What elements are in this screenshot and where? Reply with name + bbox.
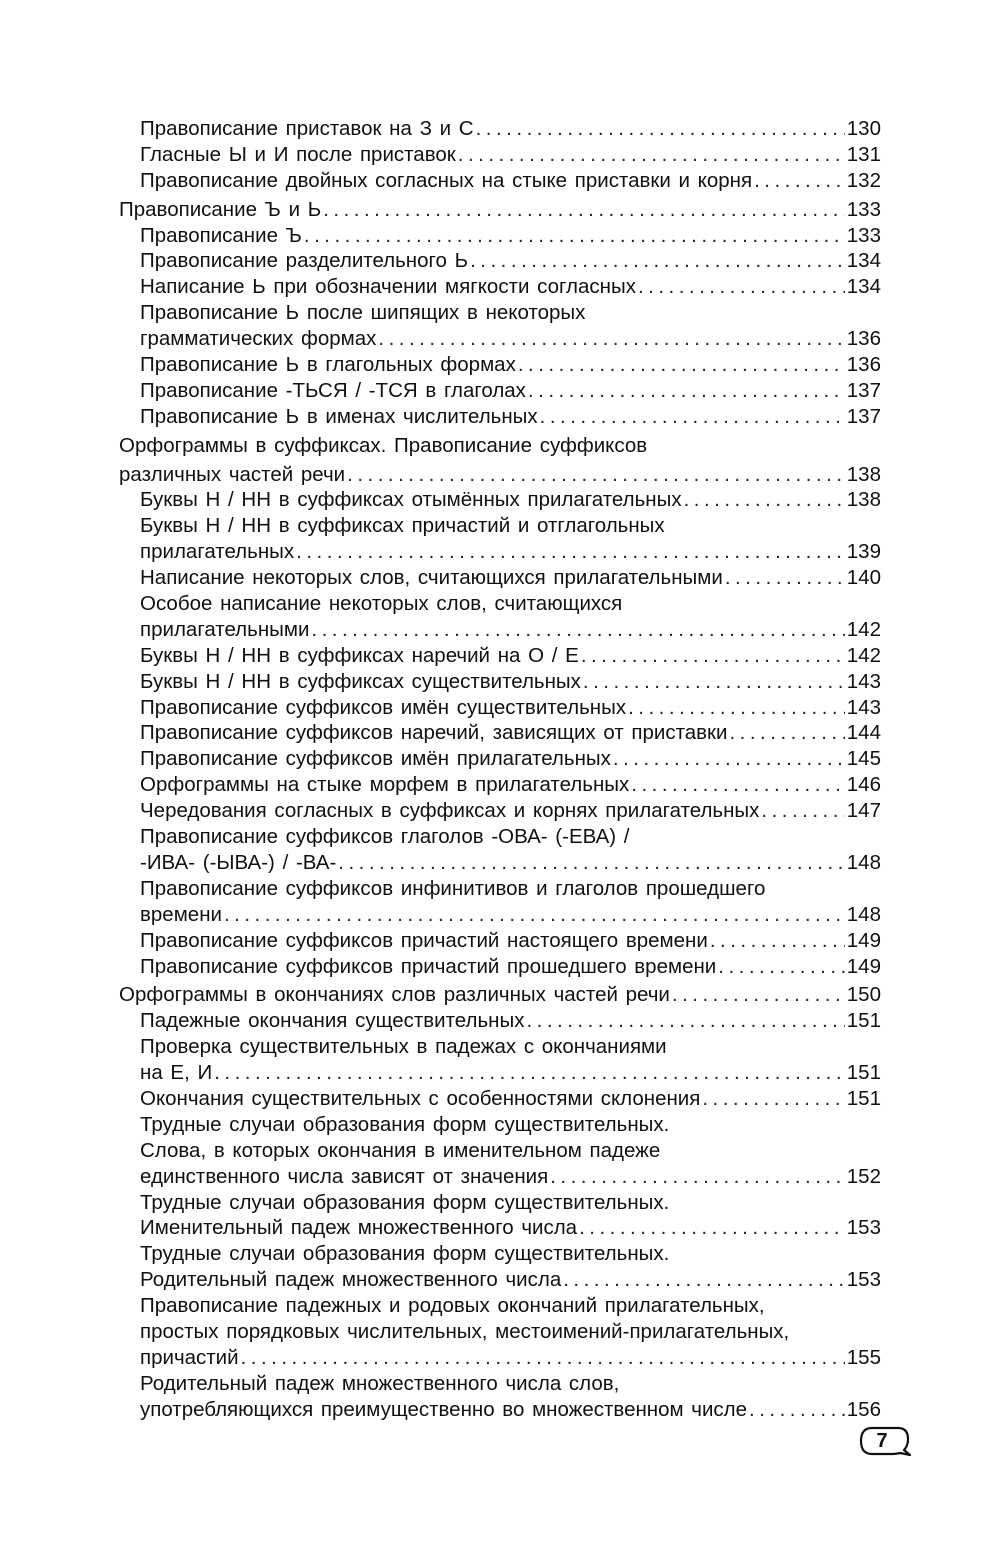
toc-subsection-row: [140, 352, 881, 378]
toc-entry-title: Правописание Ъ и Ь: [119, 197, 322, 221]
toc-subsection-row: [140, 617, 881, 643]
toc-entry-title: Правописание Ь после шипящих в некоторых: [140, 301, 586, 325]
toc-page-number: 140: [846, 566, 881, 590]
dot-leader: [526, 1008, 844, 1034]
toc-page-number: 149: [846, 928, 881, 952]
toc-page-number: 143: [846, 669, 881, 693]
toc-subsection-row: [140, 1397, 881, 1423]
dot-leader: [470, 248, 845, 274]
toc-subsection-row: [140, 1241, 881, 1267]
toc-subsection-row: [140, 695, 881, 721]
toc-page-number: 149: [846, 954, 881, 978]
toc-page-number: 143: [846, 695, 881, 719]
toc-entry-title: Чередования согласных в суффиксах и корнях прилагательных: [140, 799, 760, 823]
toc-subsection-row: [140, 1138, 881, 1164]
toc-page-number: 137: [846, 404, 881, 428]
toc-page-number: 153: [846, 1216, 881, 1240]
toc-page-number: 147: [846, 799, 881, 823]
toc-entry-title: различных частей речи: [119, 462, 346, 486]
toc-subsection-row: [140, 876, 881, 902]
toc-subsection-row: [140, 1371, 881, 1397]
toc-subsection-row: [140, 643, 881, 669]
page-number: 7: [876, 1430, 888, 1452]
toc-subsection-row: [140, 223, 881, 249]
toc-page-number: 136: [846, 327, 881, 351]
toc-subsection-row: [140, 1215, 881, 1241]
toc-subsection-row: [140, 746, 881, 772]
toc-page-number: 148: [846, 902, 881, 926]
toc-subsection-row: [140, 1319, 881, 1345]
dot-leader: [613, 746, 845, 772]
toc-subsection-row: [140, 954, 881, 980]
dot-leader: [224, 902, 845, 928]
toc-entry-title: Правописание Ъ: [140, 223, 302, 247]
dot-leader: [631, 772, 845, 798]
toc-subsection-row: [140, 798, 881, 824]
toc-subsection-row: [140, 1164, 881, 1190]
toc-entry-title: Родительный падеж множественного числа слов,: [140, 1371, 620, 1395]
toc-page-number: 136: [846, 353, 881, 377]
toc-entry-title: Написание Ь при обозначении мягкости согласных: [140, 275, 636, 299]
toc-subsection-row: [140, 928, 881, 954]
toc-subsection-row: [140, 168, 881, 194]
toc-entry-title: простых порядковых числительных, местоимений-прилагательных,: [140, 1319, 790, 1343]
toc-entry-title: Правописание разделительного Ь: [140, 249, 469, 273]
toc-subsection-row: [140, 850, 881, 876]
toc-entry-title: Орфограммы в суффиксах. Правописание суффиксов: [119, 433, 648, 457]
toc-entry-title: Родительный падеж множественного числа: [140, 1268, 562, 1292]
toc-entry-title: Правописание суффиксов имён существительных: [140, 695, 627, 719]
dot-leader: [528, 378, 845, 404]
toc-section-row: [119, 197, 881, 223]
toc-entry-title: Именительный падеж множественного числа: [140, 1216, 578, 1240]
dot-leader: [754, 168, 845, 194]
dot-leader: [458, 142, 845, 168]
toc-subsection-row: [140, 565, 881, 591]
dot-leader: [628, 695, 845, 721]
toc-page-number: 151: [846, 1061, 881, 1085]
toc-entry-title: Падежные окончания существительных: [140, 1009, 525, 1033]
dot-leader: [761, 798, 844, 824]
toc-entry-title: Правописание суффиксов имён прилагательных: [140, 747, 611, 771]
dot-leader: [338, 850, 845, 876]
toc-subsection-row: [140, 824, 881, 850]
toc-entry-title: Буквы Н / НН в суффиксах отымённых прилагательных: [140, 488, 682, 512]
toc-entry-title: Правописание Ь в именах числительных: [140, 404, 538, 428]
toc-page-number: 139: [846, 540, 881, 564]
toc-entry-title: Правописание приставок на З и С: [140, 117, 474, 140]
toc-entry-title: Орфограммы на стыке морфем в прилагательных: [140, 773, 630, 797]
toc-page-number: 133: [846, 197, 881, 221]
dot-leader: [518, 352, 845, 378]
toc-subsection-row: [140, 300, 881, 326]
dot-leader: [583, 669, 845, 695]
toc-entry-title: Окончания существительных с особенностями склонения: [140, 1086, 701, 1110]
dot-leader: [241, 1345, 845, 1371]
toc-subsection-row: [140, 1190, 881, 1216]
toc-subsection-row: [140, 1008, 881, 1034]
toc-entry-title: Буквы Н / НН в суффиксах существительных: [140, 669, 581, 693]
dot-leader: [304, 223, 845, 249]
toc-subsection-row: [140, 1060, 881, 1086]
toc-section-row: [119, 462, 881, 488]
toc-entry-title: Слова, в которых окончания в именительном падеже: [140, 1138, 661, 1162]
dot-leader: [702, 1086, 844, 1112]
toc-entry-title: грамматических формах: [140, 327, 377, 351]
toc-entry-title: Буквы Н / НН в суффиксах причастий и отглагольных: [140, 514, 665, 538]
toc-subsection-row: [140, 248, 881, 274]
dot-leader: [579, 1215, 845, 1241]
dot-leader: [638, 274, 845, 300]
dot-leader: [347, 462, 845, 488]
dot-leader: [729, 720, 844, 746]
toc-entry-title: на Е, И: [140, 1061, 213, 1085]
toc-entry-title: Буквы Н / НН в суффиксах наречий на О / Е: [140, 643, 579, 667]
toc-entry-title: причастий: [140, 1345, 239, 1369]
toc-page-number: 138: [846, 488, 881, 512]
toc-page-number: 130: [846, 117, 881, 140]
toc-subsection-row: [140, 378, 881, 404]
toc-page-number: 156: [846, 1397, 881, 1421]
toc-subsection-row: [140, 1267, 881, 1293]
toc-subsection-row: [140, 1034, 881, 1060]
toc-entry-title: Орфограммы в окончаниях слов различных частей речи: [119, 983, 670, 1007]
toc-page-number: 155: [846, 1345, 881, 1369]
dot-leader: [311, 617, 844, 643]
toc-entry-title: времени: [140, 902, 222, 926]
toc-entry-title: Трудные случаи образования форм существительных.: [140, 1190, 670, 1214]
toc-page-number: 146: [846, 773, 881, 797]
toc-subsection-row: [140, 274, 881, 300]
toc-section-row: [119, 982, 881, 1008]
toc-subsection-row: [140, 1086, 881, 1112]
toc-subsection-row: [140, 772, 881, 798]
toc-subsection-row: [140, 142, 881, 168]
dot-leader: [323, 197, 845, 223]
toc-entry-title: единственного числа зависят от значения: [140, 1164, 549, 1188]
toc-subsection-row: [140, 116, 881, 142]
toc-entry-title: Правописание падежных и родовых окончаний прилагательных,: [140, 1294, 765, 1318]
toc-page-number: 134: [846, 275, 881, 299]
toc-entry-title: Правописание -ТЬСЯ / -ТСЯ в глаголах: [140, 378, 526, 402]
toc-subsection-row: [140, 1293, 881, 1319]
toc-entry-title: Правописание суффиксов причастий настоящего времени: [140, 928, 708, 952]
toc-page-number: 148: [846, 850, 881, 874]
dot-leader: [476, 116, 845, 142]
toc-page-number: 153: [846, 1268, 881, 1292]
toc-page-number: 138: [846, 462, 881, 486]
toc-entry-title: Правописание суффиксов причастий прошедшего времени: [140, 954, 717, 978]
toc-subsection-row: [140, 513, 881, 539]
toc-page-number: 134: [846, 249, 881, 273]
toc-subsection-row: [140, 591, 881, 617]
toc-subsection-row: [140, 669, 881, 695]
toc-entry-title: Правописание суффиксов глаголов -ОВА- (-ЕВА) /: [140, 825, 630, 849]
dot-leader: [672, 982, 845, 1008]
toc-subsection-row: [140, 487, 881, 513]
dot-leader: [214, 1060, 845, 1086]
toc-entry-title: Правописание суффиксов наречий, зависящих от приставки: [140, 721, 728, 745]
toc-page-number: 151: [846, 1009, 881, 1033]
dot-leader: [710, 928, 845, 954]
toc-page-number: 152: [846, 1164, 881, 1188]
toc-page-number: 131: [846, 142, 881, 166]
dot-leader: [581, 643, 845, 669]
dot-leader: [725, 565, 845, 591]
toc-page-number: 150: [846, 983, 881, 1007]
dot-leader: [718, 954, 845, 980]
toc-subsection-row: [140, 720, 881, 746]
toc-entry-title: Правописание суффиксов инфинитивов и глаголов прошедшего: [140, 876, 766, 900]
toc-entry-title: прилагательных: [140, 540, 295, 564]
toc-subsection-row: [140, 1345, 881, 1371]
toc-page-number: 137: [846, 378, 881, 402]
toc-page-number: 145: [846, 747, 881, 771]
dot-leader: [563, 1267, 845, 1293]
toc-page-number: 144: [846, 721, 881, 745]
toc-entry-title: Проверка существительных в падежах с окончаниями: [140, 1035, 667, 1059]
table-of-contents: [0, 116, 1000, 1423]
toc-subsection-row: [140, 404, 881, 430]
toc-entry-title: Правописание двойных согласных на стыке приставки и корня: [140, 168, 753, 192]
toc-subsection-row: [140, 326, 881, 352]
toc-entry-title: -ИВА- (-ЫВА-) / -ВА-: [140, 850, 337, 874]
toc-entry-title: употребляющихся преимущественно во множественном числе: [140, 1397, 748, 1421]
toc-page-number: 142: [846, 617, 881, 641]
dot-leader: [378, 326, 844, 352]
toc-page-number: 151: [846, 1086, 881, 1110]
toc-subsection-row: [140, 539, 881, 565]
toc-page-number: 142: [846, 643, 881, 667]
toc-page-number: 133: [846, 223, 881, 247]
dot-leader: [540, 404, 845, 430]
dot-leader: [684, 487, 845, 513]
dot-leader: [749, 1397, 845, 1423]
toc-subsection-row: [140, 1112, 881, 1138]
dot-leader: [550, 1164, 845, 1190]
toc-entry-title: Трудные случаи образования форм существительных.: [140, 1242, 670, 1266]
toc-page-number: 132: [846, 168, 881, 192]
toc-subsection-row: [140, 902, 881, 928]
toc-entry-title: Трудные случаи образования форм существительных.: [140, 1112, 670, 1136]
toc-section-row: [119, 433, 881, 459]
toc-entry-title: прилагательными: [140, 617, 310, 641]
toc-entry-title: Правописание Ь в глагольных формах: [140, 353, 516, 377]
toc-entry-title: Особое написание некоторых слов, считающихся: [140, 592, 623, 616]
toc-entry-title: Гласные Ы и И после приставок: [140, 142, 456, 166]
toc-entry-title: Написание некоторых слов, считающихся прилагательными: [140, 566, 723, 590]
dot-leader: [296, 539, 845, 565]
